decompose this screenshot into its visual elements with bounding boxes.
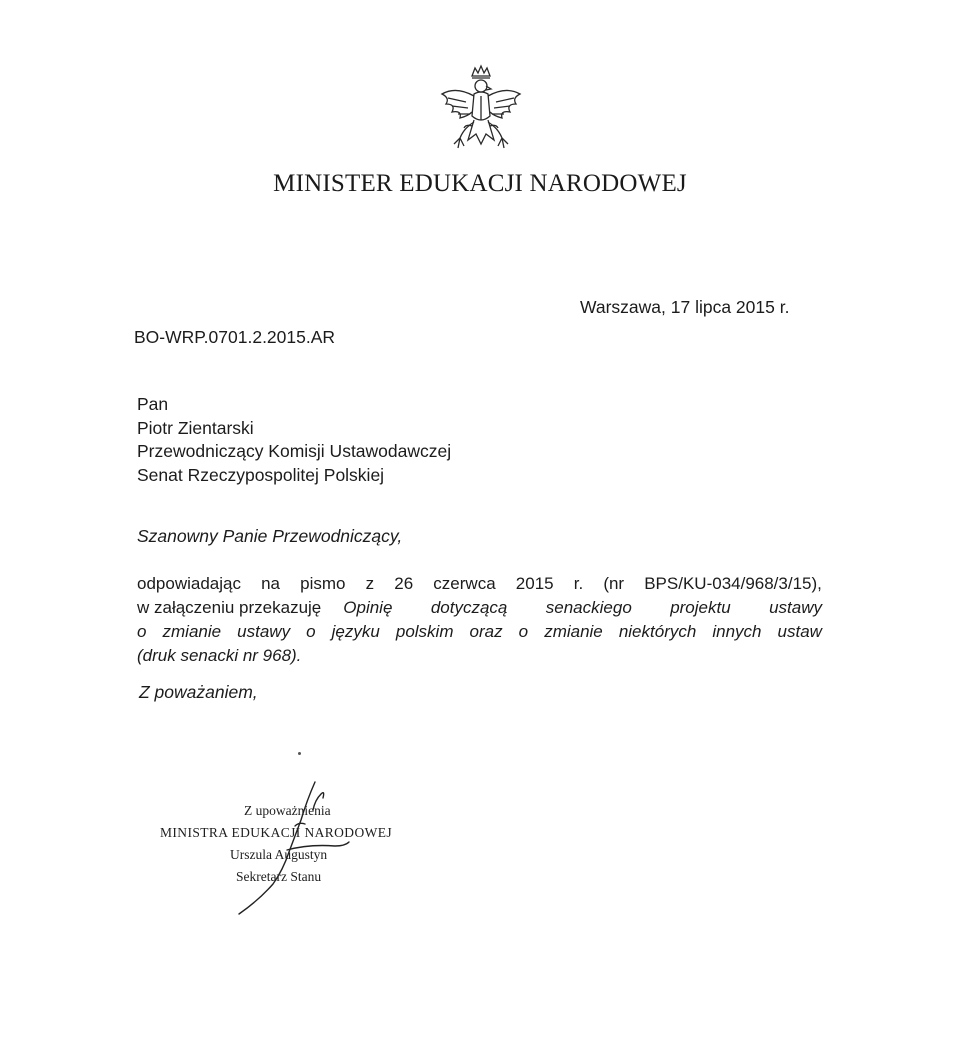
body-line: odpowiadając na pismo z 26 czerwca 2015 r. (nr BPS/KU-034/968/3/15), [137, 574, 822, 593]
addressee-block [137, 393, 451, 487]
polish-eagle-emblem-icon [436, 64, 526, 162]
letter-body [137, 572, 822, 668]
salutation: Szanowny Panie Przewodniczący, [137, 526, 403, 546]
reference-number: BO-WRP.0701.2.2015.AR [134, 327, 336, 347]
stamp-line: Sekretarz Stanu [236, 869, 322, 884]
addressee-line: Senat Rzeczypospolitej Polskiej [137, 464, 385, 485]
addressee-line: Pan [137, 394, 169, 414]
body-line [137, 596, 822, 620]
ink-dot [298, 752, 301, 755]
body-line: o zmianie ustawy o języku polskim oraz o zmianie niektórych innych ustaw [137, 622, 822, 641]
handwritten-signature-icon [225, 780, 385, 920]
document-title-italic: Opinię dotyczącą senackiego projektu ustawy [343, 598, 822, 617]
stamp-line: MINISTRA EDUKACJI NARODOWEJ [160, 825, 393, 840]
letter-date: Warszawa, 17 lipca 2015 r. [580, 297, 790, 317]
body-line: (druk senacki nr 968). [137, 646, 302, 665]
addressee-line: Piotr Zientarski [137, 417, 254, 438]
closing-phrase: Z poważaniem, [139, 682, 258, 702]
ministry-title: MINISTER EDUKACJI NARODOWEJ [273, 170, 687, 197]
stamp-line: Urszula Augustyn [230, 847, 328, 862]
addressee-line: Przewodniczący Komisji Ustawodawczej [137, 441, 452, 461]
body-text-plain: w załączeniu przekazuję [137, 598, 322, 617]
stamp-line: Z upoważnienia [244, 803, 331, 818]
